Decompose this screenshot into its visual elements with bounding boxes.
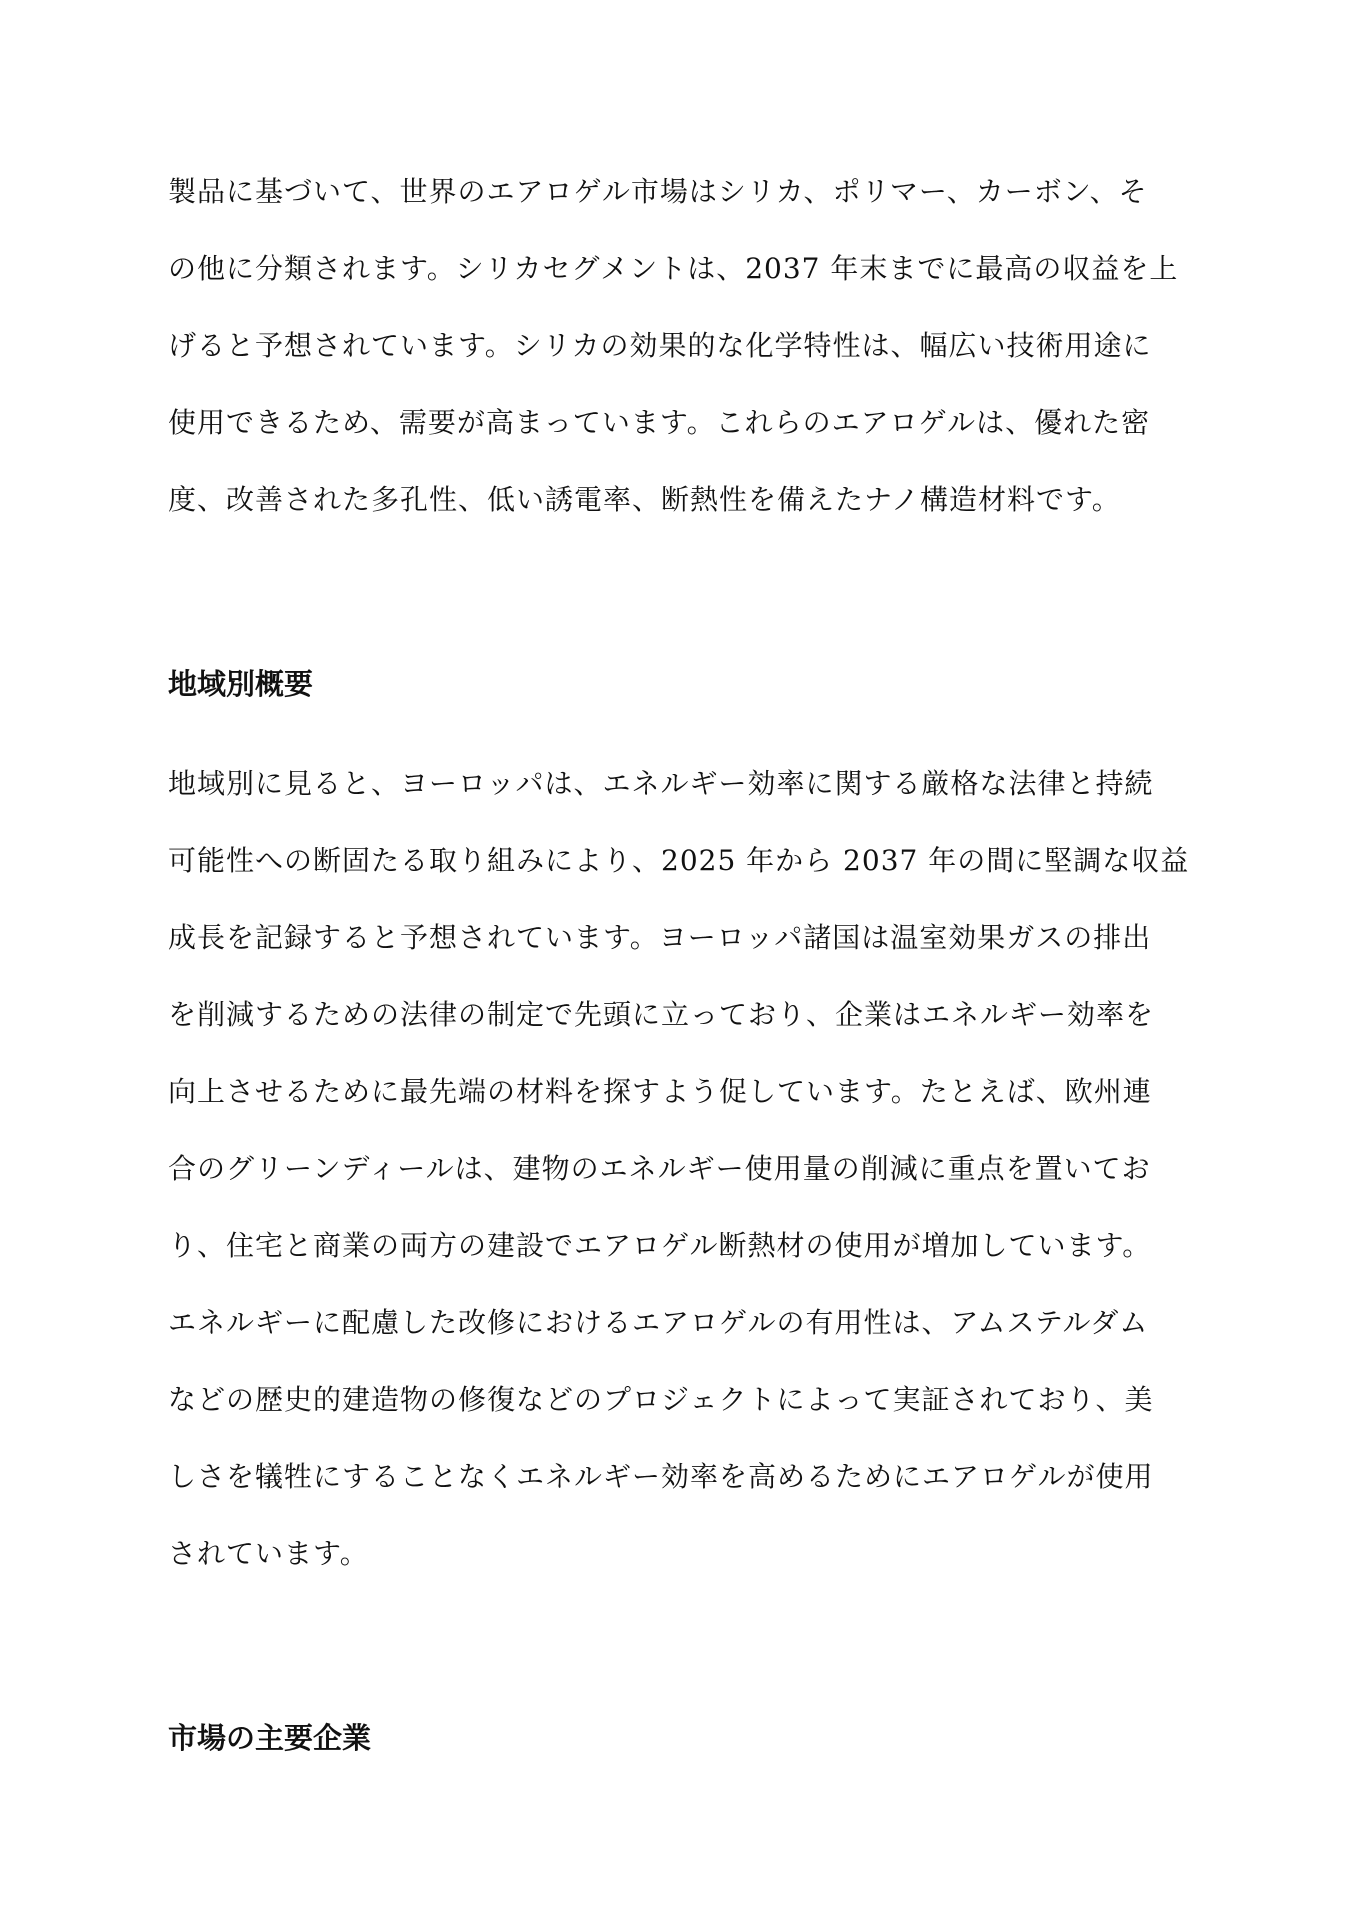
heading-key-players: 市場の主要企業: [168, 1721, 372, 1755]
paragraph-2-line-6: 合のグリーンディールは、建物のエネルギー使用量の削減に重点を置いてお: [168, 1152, 1151, 1185]
paragraph-2-line-5: 向上させるために最先端の材料を探すよう促しています。たとえば、欧州連: [168, 1075, 1152, 1108]
heading-regional-overview: 地域別概要: [168, 667, 314, 701]
paragraph-2-line-4: を削減するための法律の制定で先頭に立っており、企業はエネルギー効率を: [168, 998, 1155, 1031]
paragraph-2-line-3: 成長を記録すると予想されています。ヨーロッパ諸国は温室効果ガスの排出: [168, 921, 1152, 954]
paragraph-2-line-9: などの歴史的建造物の修復などのプロジェクトによって実証されており、美: [168, 1383, 1154, 1416]
paragraph-1-line-1: 製品に基づいて、世界のエアロゲル市場はシリカ、ポリマー、カーボン、そ: [168, 175, 1148, 208]
paragraph-2-line-1: 地域別に見ると、ヨーロッパは、エネルギー効率に関する厳格な法律と持続: [168, 767, 1154, 800]
paragraph-2-line-8: エネルギーに配慮した改修におけるエアロゲルの有用性は、アムステルダム: [168, 1306, 1149, 1339]
paragraph-2-line-10: しさを犠牲にすることなくエネルギー効率を高めるためにエアロゲルが使用: [168, 1460, 1154, 1493]
paragraph-2-line-7: り、住宅と商業の両方の建設でエアロゲル断熱材の使用が増加しています。: [168, 1229, 1152, 1262]
paragraph-1-line-4: 使用できるため、需要が高まっています。これらのエアロゲルは、優れた密: [168, 406, 1151, 439]
paragraph-1-line-3: げると予想されています。シリカの効果的な化学特性は、幅広い技術用途に: [168, 329, 1152, 362]
paragraph-2-line-11: されています。: [168, 1537, 369, 1570]
paragraph-1-line-5: 度、改善された多孔性、低い誘電率、断熱性を備えたナノ構造材料です。: [168, 483, 1121, 516]
paragraph-2-line-2: 可能性への断固たる取り組みにより、2025 年から 2037 年の間に堅調な収益: [168, 844, 1190, 877]
paragraph-1-line-2: の他に分類されます。シリカセグメントは、2037 年末までに最高の収益を上: [168, 252, 1179, 285]
